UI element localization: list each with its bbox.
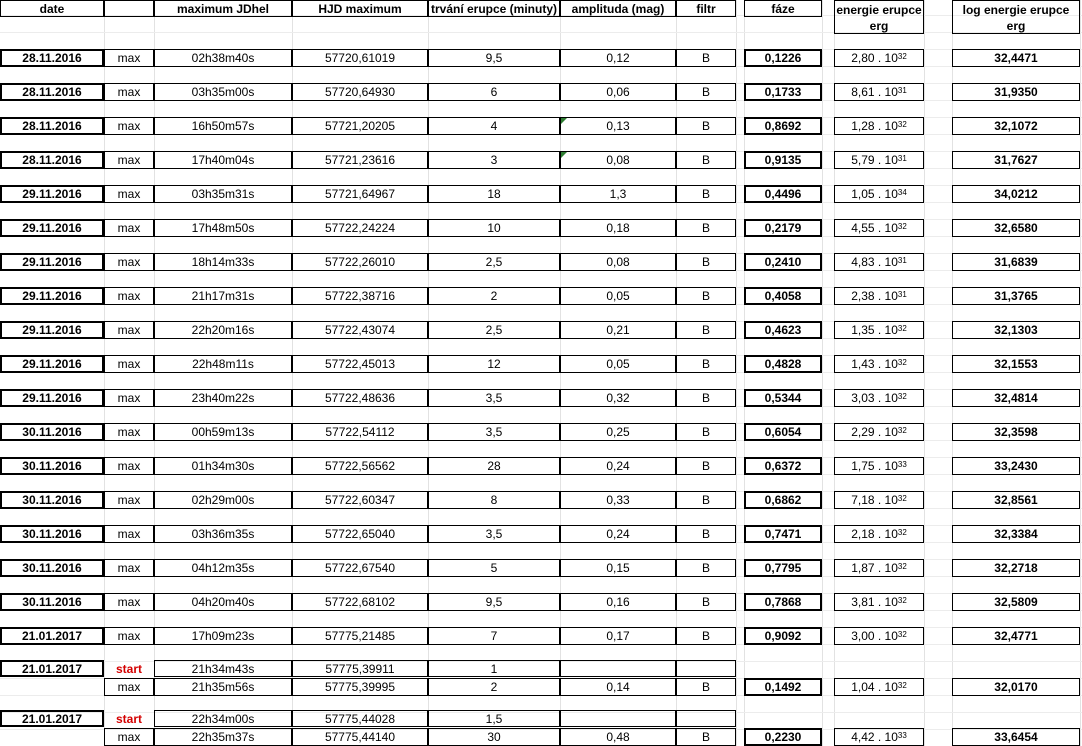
filter-cell[interactable]: B [676,525,736,543]
duration-cell[interactable]: 3,5 [428,525,560,543]
date-cell[interactable]: 29.11.2016 [0,219,104,237]
energy-mantissa: 3,03 . 10 [851,391,898,405]
hjd-cell[interactable]: 57721,64967 [292,185,428,203]
type-cell[interactable]: max [104,559,154,577]
log-energy-cell[interactable]: 31,7627 [952,151,1080,169]
date-cell[interactable]: 29.11.2016 [0,185,104,203]
energy-mantissa: 1,75 . 10 [851,459,898,473]
type-cell[interactable]: max [104,525,154,543]
energy-mantissa: 1,28 . 10 [851,119,898,133]
energy-cell[interactable]: 7,18 . 10 $^{32}$ [834,491,924,509]
time-cell[interactable]: 18h14m33s [154,253,292,271]
duration-cell[interactable]: 3,5 [428,423,560,441]
energy-mantissa: 1,87 . 10 [851,561,898,575]
filter-cell[interactable]: B [676,321,736,339]
duration-cell[interactable]: 28 [428,457,560,475]
duration-cell[interactable]: 8 [428,491,560,509]
energy-cell[interactable]: 1,28 . 10 $^{32}$ [834,117,924,135]
energy-mantissa: 2,18 . 10 [851,527,898,541]
phase-cell[interactable]: 0,4828 [744,355,822,373]
type-cell[interactable]: max [104,389,154,407]
hjd-cell[interactable]: 57722,60347 [292,491,428,509]
phase-cell[interactable]: 0,2179 [744,219,822,237]
header-filter[interactable]: filtr [676,0,736,17]
header-amplitude[interactable]: amplituda (mag) [560,0,676,17]
filter-cell[interactable]: B [676,117,736,135]
amplitude-cell[interactable]: 0,21 [560,321,676,339]
hjd-cell[interactable]: 57722,43074 [292,321,428,339]
time-cell[interactable]: 21h35m56s [154,678,292,696]
date-cell[interactable]: 21.01.2017 [0,710,104,727]
filter-cell[interactable]: B [676,185,736,203]
date-cell[interactable]: 28.11.2016 [0,151,104,169]
energy-cell[interactable]: 2,18 . 10 $^{32}$ [834,525,924,543]
date-cell[interactable]: 30.11.2016 [0,457,104,475]
start-label[interactable]: start [115,711,142,726]
energy-cell[interactable]: 1,87 . 10 $^{32}$ [834,559,924,577]
comment-indicator-icon[interactable] [561,152,567,158]
duration-cell[interactable]: 18 [428,185,560,203]
type-cell[interactable]: max [104,423,154,441]
duration-cell[interactable]: 9,5 [428,49,560,67]
filter-cell[interactable]: B [676,593,736,611]
duration-cell[interactable]: 2,5 [428,253,560,271]
energy-cell[interactable]: 4,42 . 10 $^{33}$ [834,728,924,746]
duration-cell[interactable]: 2 [428,678,560,696]
type-cell[interactable]: max [104,593,154,611]
date-cell[interactable]: 21.01.2017 [0,627,104,645]
amplitude-cell[interactable]: 0,25 [560,423,676,441]
hjd-cell[interactable]: 57721,20205 [292,117,428,135]
hjd-cell[interactable]: 57722,24224 [292,219,428,237]
time-cell[interactable]: 03h36m35s [154,525,292,543]
time-cell[interactable]: 17h09m23s [154,627,292,645]
duration-cell[interactable]: 12 [428,355,560,373]
type-cell[interactable]: max [104,49,154,67]
log-energy-cell[interactable]: 33,6454 [952,728,1080,746]
type-cell[interactable]: max [104,83,154,101]
phase-cell[interactable]: 0,9135 [744,151,822,169]
type-cell[interactable]: max [104,728,154,746]
time-cell[interactable]: 02h29m00s [154,491,292,509]
time-cell[interactable]: 21h17m31s [154,287,292,305]
energy-cell[interactable]: 1,35 . 10 $^{32}$ [834,321,924,339]
comment-indicator-icon[interactable] [561,118,567,124]
date-cell[interactable]: 30.11.2016 [0,559,104,577]
phase-cell[interactable]: 0,1226 [744,49,822,67]
duration-cell[interactable]: 30 [428,728,560,746]
hjd-cell[interactable]: 57722,68102 [292,593,428,611]
energy-cell[interactable]: 3,81 . 10 $^{32}$ [834,593,924,611]
log-energy-cell[interactable]: 32,5809 [952,593,1080,611]
hjd-cell[interactable]: 57775,44028 [292,710,428,727]
log-energy-cell[interactable]: 32,2718 [952,559,1080,577]
amplitude-cell[interactable]: 0,16 [560,593,676,611]
phase-cell[interactable]: 0,7795 [744,559,822,577]
hjd-cell[interactable]: 57775,39911 [292,660,428,677]
amplitude-cell[interactable]: 0,24 [560,525,676,543]
type-cell[interactable]: max [104,627,154,645]
date-cell[interactable]: 30.11.2016 [0,525,104,543]
energy-cell[interactable]: 1,43 . 10 $^{32}$ [834,355,924,373]
filter-cell[interactable]: B [676,678,736,696]
filter-cell[interactable]: B [676,83,736,101]
phase-cell[interactable]: 0,6862 [744,491,822,509]
filter-cell[interactable]: B [676,491,736,509]
phase-cell[interactable]: 0,5344 [744,389,822,407]
energy-mantissa: 5,79 . 10 [851,153,898,167]
date-cell[interactable]: 28.11.2016 [0,49,104,67]
gridline [736,0,737,746]
date-cell[interactable]: 29.11.2016 [0,389,104,407]
hjd-cell[interactable]: 57722,65040 [292,525,428,543]
date-cell[interactable]: 30.11.2016 [0,491,104,509]
type-cell[interactable]: max [104,151,154,169]
amplitude-cell[interactable] [560,710,676,727]
time-cell[interactable]: 03h35m31s [154,185,292,203]
duration-cell[interactable]: 9,5 [428,593,560,611]
header-jdhel[interactable]: maximum JDhel [154,0,292,17]
phase-cell[interactable]: 0,4496 [744,185,822,203]
header-phase[interactable]: fáze [744,0,822,17]
date-cell[interactable]: 28.11.2016 [0,117,104,135]
energy-mantissa: 1,04 . 10 [851,680,898,694]
gridline [1080,0,1081,746]
amplitude-cell[interactable]: 0,08 [560,151,676,169]
time-cell[interactable]: 02h38m40s [154,49,292,67]
filter-cell[interactable]: B [676,728,736,746]
filter-cell[interactable]: B [676,423,736,441]
energy-mantissa: 4,83 . 10 [851,255,898,269]
hjd-cell[interactable]: 57721,23616 [292,151,428,169]
amplitude-cell[interactable]: 0,08 [560,253,676,271]
log-energy-cell[interactable]: 33,2430 [952,457,1080,475]
amplitude-cell[interactable]: 0,48 [560,728,676,746]
log-energy-cell[interactable]: 31,6839 [952,253,1080,271]
gridline [822,0,823,746]
amplitude-cell[interactable]: 0,24 [560,457,676,475]
time-cell[interactable]: 22h34m00s [154,710,292,727]
filter-cell[interactable]: B [676,287,736,305]
energy-cell[interactable]: 1,75 . 10 $^{33}$ [834,457,924,475]
duration-cell[interactable]: 1,5 [428,710,560,727]
hjd-cell[interactable]: 57722,56562 [292,457,428,475]
amplitude-cell[interactable]: 0,06 [560,83,676,101]
time-cell[interactable]: 17h40m04s [154,151,292,169]
time-cell[interactable]: 22h35m37s [154,728,292,746]
log-energy-cell[interactable]: 32,4771 [952,627,1080,645]
duration-cell[interactable]: 5 [428,559,560,577]
date-cell[interactable]: 21.01.2017 [0,660,104,677]
energy-mantissa: 4,42 . 10 [851,730,898,744]
energy-mantissa: 4,55 . 10 [851,221,898,235]
energy-mantissa: 2,80 . 10 [851,51,898,65]
energy-mantissa: 2,38 . 10 [851,289,898,303]
hjd-cell[interactable]: 57722,67540 [292,559,428,577]
filter-cell[interactable] [676,710,736,727]
hjd-cell[interactable]: 57722,48636 [292,389,428,407]
amplitude-cell[interactable]: 0,05 [560,287,676,305]
phase-cell[interactable]: 0,4058 [744,287,822,305]
duration-cell[interactable]: 4 [428,117,560,135]
energy-mantissa: 8,61 . 10 [851,85,898,99]
energy-mantissa: 7,18 . 10 [851,493,898,507]
hjd-cell[interactable]: 57722,38716 [292,287,428,305]
time-cell[interactable]: 03h35m00s [154,83,292,101]
filter-cell[interactable]: B [676,355,736,373]
energy-mantissa: 3,81 . 10 [851,595,898,609]
amplitude-cell[interactable]: 0,05 [560,355,676,373]
log-energy-cell[interactable]: 32,8561 [952,491,1080,509]
energy-cell[interactable]: 1,05 . 10 $^{34}$ [834,185,924,203]
phase-cell[interactable]: 0,1492 [744,678,822,696]
duration-cell[interactable]: 3,5 [428,389,560,407]
type-cell[interactable]: max [104,355,154,373]
amplitude-cell[interactable] [560,660,676,677]
time-cell[interactable]: 16h50m57s [154,117,292,135]
energy-mantissa: 1,35 . 10 [851,323,898,337]
date-cell[interactable]: 28.11.2016 [0,83,104,101]
amplitude-cell[interactable]: 0,32 [560,389,676,407]
time-cell[interactable]: 23h40m22s [154,389,292,407]
type-cell[interactable]: max [104,117,154,135]
log-energy-cell[interactable]: 34,0212 [952,185,1080,203]
type-cell[interactable]: max [104,185,154,203]
hjd-cell[interactable]: 57775,21485 [292,627,428,645]
header-energy[interactable]: energie erupce erg [834,0,924,34]
energy-cell[interactable]: 5,79 . 10 $^{31}$ [834,151,924,169]
phase-cell[interactable]: 0,2410 [744,253,822,271]
hjd-cell[interactable]: 57722,45013 [292,355,428,373]
phase-cell[interactable]: 0,1733 [744,83,822,101]
energy-cell[interactable]: 4,55 . 10 $^{32}$ [834,219,924,237]
log-energy-cell[interactable]: 32,3598 [952,423,1080,441]
header-log-energy[interactable]: log energie erupce erg [952,0,1080,34]
amplitude-cell[interactable]: 0,14 [560,678,676,696]
hjd-cell[interactable]: 57775,39995 [292,678,428,696]
time-cell[interactable]: 22h48m11s [154,355,292,373]
filter-cell[interactable]: B [676,457,736,475]
phase-cell[interactable]: 0,8692 [744,117,822,135]
header-type[interactable] [104,0,154,17]
filter-cell[interactable]: B [676,219,736,237]
amplitude-cell[interactable]: 0,13 [560,117,676,135]
duration-cell[interactable]: 7 [428,627,560,645]
hjd-cell[interactable]: 57720,61019 [292,49,428,67]
filter-cell[interactable]: B [676,627,736,645]
type-cell[interactable]: max [104,457,154,475]
log-energy-cell[interactable]: 32,6580 [952,219,1080,237]
filter-cell[interactable]: B [676,559,736,577]
energy-mantissa: 1,05 . 10 [851,187,898,201]
amplitude-cell[interactable]: 1,3 [560,185,676,203]
time-cell[interactable]: 22h20m16s [154,321,292,339]
energy-cell[interactable]: 4,83 . 10 $^{31}$ [834,253,924,271]
phase-cell[interactable]: 0,6372 [744,457,822,475]
duration-cell[interactable]: 3 [428,151,560,169]
log-energy-cell[interactable]: 32,1553 [952,355,1080,373]
filter-cell[interactable]: B [676,151,736,169]
log-energy-cell[interactable]: 32,0170 [952,678,1080,696]
date-cell[interactable]: 29.11.2016 [0,253,104,271]
log-energy-cell[interactable]: 32,4814 [952,389,1080,407]
time-cell[interactable]: 01h34m30s [154,457,292,475]
duration-cell[interactable]: 2,5 [428,321,560,339]
header-duration[interactable]: trvání erupce (minuty) [428,0,560,17]
amplitude-cell[interactable]: 0,18 [560,219,676,237]
filter-cell[interactable]: B [676,389,736,407]
time-cell[interactable]: 21h34m43s [154,660,292,677]
time-cell[interactable]: 04h12m35s [154,559,292,577]
amplitude-cell[interactable]: 0,33 [560,491,676,509]
time-cell[interactable]: 04h20m40s [154,593,292,611]
type-cell[interactable]: max [104,287,154,305]
date-cell[interactable]: 29.11.2016 [0,321,104,339]
header-hjd[interactable]: HJD maximum [292,0,428,17]
energy-mantissa: 2,29 . 10 [851,425,898,439]
type-cell[interactable]: max [104,678,154,696]
log-energy-cell[interactable]: 32,3384 [952,525,1080,543]
phase-cell[interactable]: 0,7471 [744,525,822,543]
duration-cell[interactable]: 6 [428,83,560,101]
hjd-cell[interactable]: 57720,64930 [292,83,428,101]
energy-mantissa: 1,43 . 10 [851,357,898,371]
energy-cell[interactable]: 2,80 . 10 $^{32}$ [834,49,924,67]
duration-cell[interactable]: 1 [428,660,560,677]
log-energy-cell[interactable]: 31,3765 [952,287,1080,305]
energy-cell[interactable]: 3,00 . 10 $^{32}$ [834,627,924,645]
date-cell[interactable]: 29.11.2016 [0,287,104,305]
amplitude-cell[interactable]: 0,17 [560,627,676,645]
phase-cell[interactable]: 0,4623 [744,321,822,339]
energy-cell[interactable]: 1,04 . 10 $^{32}$ [834,678,924,696]
log-energy-cell[interactable]: 32,1072 [952,117,1080,135]
filter-cell[interactable]: B [676,49,736,67]
amplitude-cell[interactable]: 0,12 [560,49,676,67]
type-cell[interactable]: max [104,491,154,509]
phase-cell[interactable]: 0,6054 [744,423,822,441]
start-label[interactable]: start [115,661,142,676]
amplitude-cell[interactable]: 0,15 [560,559,676,577]
duration-cell[interactable]: 10 [428,219,560,237]
type-cell[interactable]: max [104,321,154,339]
hjd-cell[interactable]: 57722,26010 [292,253,428,271]
log-energy-cell[interactable]: 32,4471 [952,49,1080,67]
header-date[interactable]: date [0,0,104,17]
filter-cell[interactable]: B [676,253,736,271]
time-cell[interactable]: 17h48m50s [154,219,292,237]
duration-cell[interactable]: 2 [428,287,560,305]
energy-cell[interactable]: 2,38 . 10 $^{31}$ [834,287,924,305]
energy-cell[interactable]: 2,29 . 10 $^{32}$ [834,423,924,441]
gridline [924,0,925,746]
phase-cell[interactable]: 0,9092 [744,627,822,645]
filter-cell[interactable] [676,660,736,677]
energy-cell[interactable]: 8,61 . 10 $^{31}$ [834,83,924,101]
date-cell[interactable]: 30.11.2016 [0,423,104,441]
date-cell[interactable]: 29.11.2016 [0,355,104,373]
phase-cell[interactable]: 0,2230 [744,728,822,746]
phase-cell[interactable]: 0,7868 [744,593,822,611]
type-cell[interactable]: max [104,219,154,237]
hjd-cell[interactable]: 57775,44140 [292,728,428,746]
energy-mantissa: 3,00 . 10 [851,629,898,643]
log-energy-cell[interactable]: 31,9350 [952,83,1080,101]
date-cell[interactable]: 30.11.2016 [0,593,104,611]
hjd-cell[interactable]: 57722,54112 [292,423,428,441]
type-cell[interactable]: max [104,253,154,271]
energy-cell[interactable]: 3,03 . 10 $^{32}$ [834,389,924,407]
time-cell[interactable]: 00h59m13s [154,423,292,441]
log-energy-cell[interactable]: 32,1303 [952,321,1080,339]
